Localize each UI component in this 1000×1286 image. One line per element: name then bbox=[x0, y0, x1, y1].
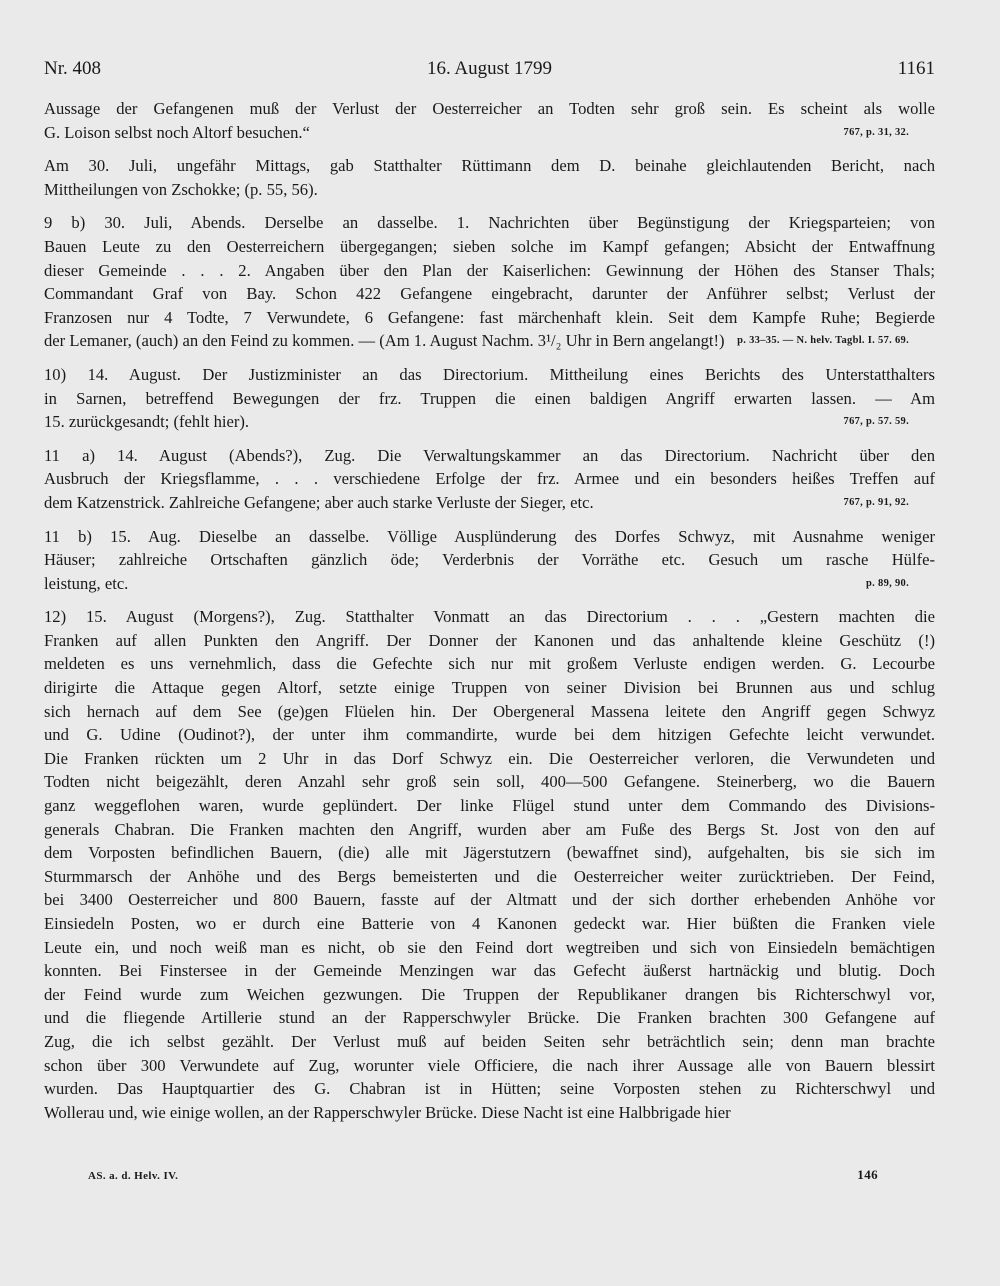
text-line: Ausbruch der Kriegsflamme, . . . verschiedene Erfolge der frz. Armee und ein besonders heißes Treffen auf bbox=[44, 469, 935, 489]
text-line: p. 33–35. — N. helv. Tagbl. I. 57. 69. der Lemaner, (auch) an den Feind zu kommen. — (Am 1. August Nachm. 3¹/₂ Uhr in Bern angelangt!) bbox=[44, 329, 935, 353]
paragraph bbox=[44, 363, 935, 434]
text-line: 767, p. 91, 92. dem Katzenstrick. Zahlreiche Gefangene; aber auch starke Verluste der Sieger, etc. bbox=[44, 491, 935, 515]
text-line: in Sarnen, betreffend Bewegungen der frz. Truppen die einen baldigen Angriff erwarten lassen. — Am bbox=[44, 388, 935, 408]
body-text bbox=[44, 97, 935, 1134]
text-line: Einsiedeln Posten, wo er durch eine Batterie von 4 Kanonen gedeckt war. Hier büßten die Franken viele bbox=[44, 914, 935, 933]
text-line: Wollerau und, wie einige wollen, an der Rapperschwyler Brücke. Diese Nacht ist eine Halbbrigade hier bbox=[44, 1102, 731, 1122]
text-line: 9 b) 30. Juli, Abends. Derselbe an dasselbe. 1. Nachrichten über Begünstigung der Kriegsparteien; von bbox=[44, 213, 935, 233]
text-line: schon über 300 Verwundete auf Zug, worunter viele Officiere, die nach ihrer Aussage alle von Bauern blessirt bbox=[44, 1055, 935, 1075]
sheet-number: 146 bbox=[857, 1167, 878, 1182]
text-line: Leute ein, und noch weiß man es nicht, ob sie den Feind dort wegtreiben und sich von Einsiedeln bemächtigen bbox=[44, 937, 935, 957]
text-line: 767, p. 31, 32. G. Loison selbst noch Altorf besuchen.“ bbox=[44, 121, 935, 145]
source-reference: 767, p. 57. 59. bbox=[843, 416, 909, 428]
text-line: bei 3400 Oesterreicher und 800 Bauern, fasste auf der Altmatt und der sich dorther erhebenden Anhöhe vor bbox=[44, 890, 935, 910]
text-line: generals Chabran. Die Franken machten den Angriff, wurden aber am Fuße des Bergs St. Jost von den auf bbox=[44, 819, 935, 839]
text-line: Franken auf allen Punkten den Angriff. Der Donner der Kanonen und das anhaltende kleine Geschütz (!) bbox=[44, 630, 935, 650]
text-line: sich hernach auf dem See (ge)gen Flüelen hin. Der Obergeneral Massena leitete den Angriff gegen Schwyz bbox=[44, 701, 935, 721]
text-line: meldeten es uns vernehmlich, dass die Gefechte sich nur mit großem Verluste endigen werden. G. Lecourbe bbox=[44, 654, 935, 674]
text-line: dirigirte die Attaque gegen Altorf, setzte einige Truppen von seiner Division bei Brunnen aus und schlug bbox=[44, 678, 935, 698]
page-number: 1161 bbox=[897, 58, 935, 79]
text-line: konnten. Bei Finstersee in der Gemeinde Menzingen war das Gefecht äußerst hartnäckig und blutig. Doch bbox=[44, 961, 935, 981]
paragraph bbox=[44, 605, 935, 1124]
signature-mark: AS. a. d. Helv. IV. bbox=[88, 1170, 179, 1182]
source-reference: 767, p. 31, 32. bbox=[843, 126, 909, 138]
document-number: Nr. 408 bbox=[44, 58, 101, 79]
source-reference: p. 89, 90. bbox=[866, 577, 909, 589]
source-reference: 767, p. 91, 92. bbox=[843, 496, 909, 508]
text-line: Am 30. Juli, ungefähr Mittags, gab Statthalter Rüttimann dem D. beinahe gleichlautenden Bericht, nach bbox=[44, 156, 935, 176]
text-line: und G. Udine (Oudinot?), der unter ihm commandirte, wurde bei dem hitzigen Gefechte leicht verwundet. bbox=[44, 725, 935, 745]
text-line: dieser Gemeinde . . . 2. Angaben über den Plan der Kaiserlichen: Gewinnung der Höhen des Stanser Thals; bbox=[44, 260, 935, 280]
text-line: Häuser; zahlreiche Ortschaften gänzlich öde; Verderbnis der Vorräthe etc. Gesuch um rasche Hülfe- bbox=[44, 550, 935, 570]
paragraph bbox=[44, 97, 935, 144]
source-reference: p. 33–35. — N. helv. Tagbl. I. 57. 69. bbox=[737, 335, 909, 347]
text-line: 767, p. 57. 59. 15. zurückgesandt; (fehlt hier). bbox=[44, 410, 935, 434]
paragraph bbox=[44, 211, 935, 353]
header-date: 16. August 1799 bbox=[426, 58, 553, 79]
text-line: wurden. Das Hauptquartier des G. Chabran ist in Hütten; seine Vorposten stehen zu Richterschwyl und bbox=[44, 1079, 935, 1099]
text-line: 12) 15. August (Morgens?), Zug. Statthalter Vonmatt an das Directorium . . . „Gestern machten die bbox=[44, 607, 935, 627]
text-line: der Feind wurde zum Weichen gezwungen. Die Truppen der Republikaner drangen bis Richterschwyl vor, bbox=[44, 984, 935, 1004]
text-line: Sturmmarsch der Anhöhe und des Bergs bemeisterten und die Oesterreicher weiter zurücktrieben. Der Feind, bbox=[44, 866, 935, 886]
paragraph bbox=[44, 525, 935, 596]
text-line: Todten nicht beigezählt, deren Anzahl sehr groß sein soll, 400—500 Gefangene. Steinerberg, wo die Bauern bbox=[44, 772, 935, 792]
text-line: ganz weggeflohen waren, wurde geplündert. Der linke Flügel stund unter dem Commando des Divisions- bbox=[44, 796, 935, 816]
text-line: Zug, die ich selbst gezählt. Der Verlust muß auf beiden Seiten sehr beträchtlich sein; denn man brachte bbox=[44, 1031, 935, 1051]
text-line: Aussage der Gefangenen muß der Verlust der Oesterreicher an Todten sehr groß sein. Es scheint als wolle bbox=[44, 99, 935, 118]
text-line: p. 89, 90. leistung, etc. bbox=[44, 572, 935, 596]
text-line: Die Franken rückten um 2 Uhr in das Dorf Schwyz ein. Die Oesterreicher verloren, die Verwundeten und bbox=[44, 748, 935, 768]
text-line: und die fliegende Artillerie stund an der Rapperschwyler Brücke. Die Franken brachten 300 Gefangene auf bbox=[44, 1008, 935, 1028]
text-line: Franzosen nur 4 Todte, 7 Verwundete, 6 Gefangene: fast märchenhaft klein. Seit dem Kampfe Ruhe; Begierde bbox=[44, 307, 935, 327]
text-line: Bauen Leute zu den Oesterreichern übergegangen; sieben solche im Kampf gefangen; Absicht der Entwaffnung bbox=[44, 236, 935, 256]
text-line: 11 a) 14. August (Abends?), Zug. Die Verwaltungskammer an das Directorium. Nachricht über den bbox=[44, 445, 935, 465]
paragraph bbox=[44, 154, 935, 201]
text-line: 10) 14. August. Der Justizminister an das Directorium. Mittheilung eines Berichts des Unterstatthalters bbox=[44, 364, 935, 384]
running-header bbox=[44, 58, 935, 88]
text-line: Commandant Graf von Bay. Schon 422 Gefangene eingebracht, darunter der Anführer selbst; Verlust der bbox=[44, 284, 935, 304]
text-line: Mittheilungen von Zschokke; (p. 55, 56). bbox=[44, 179, 318, 199]
page-footer bbox=[88, 1167, 878, 1190]
paragraph bbox=[44, 444, 935, 515]
text-line: dem Vorposten befindlichen Bauern, (die) alle mit Jägerstutzern (bewaffnet sind), aufgehalten, bis sie sich im bbox=[44, 843, 935, 863]
text-line: 11 b) 15. Aug. Dieselbe an dasselbe. Völlige Ausplünderung des Dorfes Schwyz, mit Ausnahme weniger bbox=[44, 526, 935, 546]
